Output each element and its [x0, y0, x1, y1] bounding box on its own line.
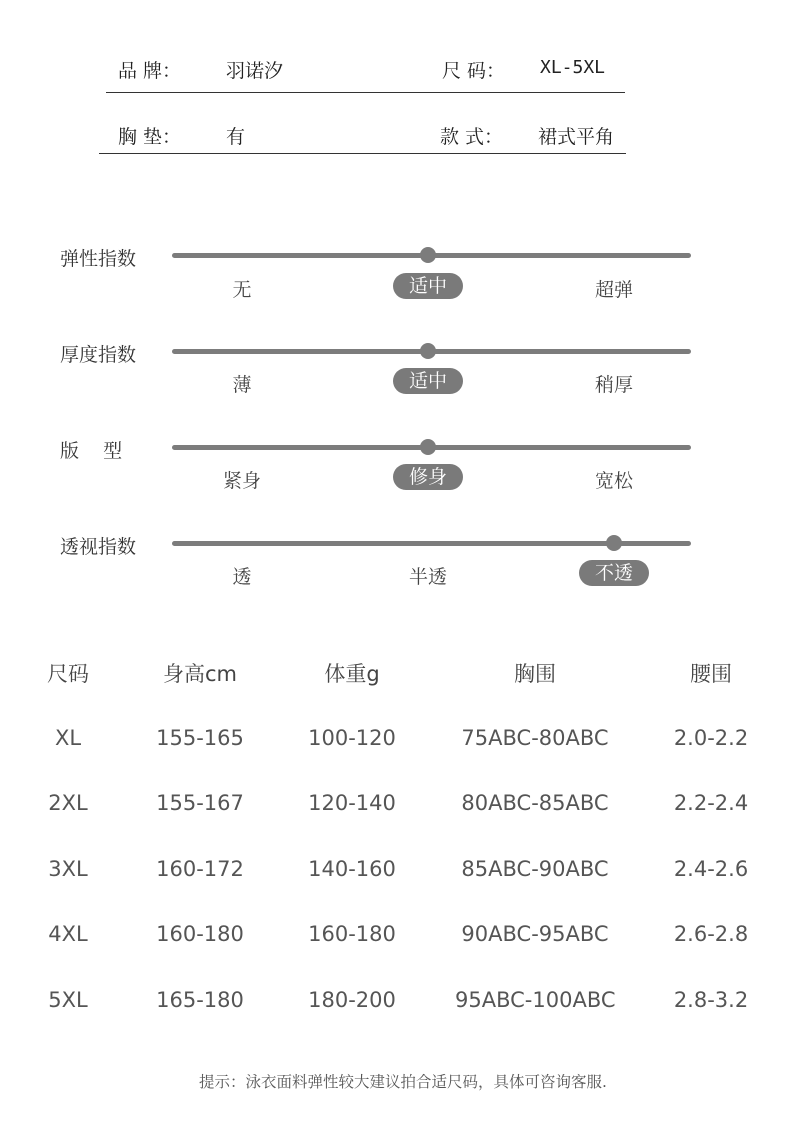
cell-bust: 80ABC-85ABC — [461, 791, 609, 815]
cell-size: 5XL — [48, 988, 88, 1012]
cell-waist: 2.4-2.6 — [673, 857, 749, 881]
index-knob — [606, 535, 622, 551]
cell-height: 160-172 — [156, 857, 244, 881]
index-option-selected: 不透 — [579, 560, 649, 586]
size-tip: 提示：泳衣面料弹性较大建议拍合适尺码，具体可咨询客服. — [199, 1073, 607, 1091]
index-knob — [420, 247, 436, 263]
index-knob — [420, 439, 436, 455]
cell-bust: 95ABC-100ABC — [455, 988, 616, 1012]
index-knob — [420, 343, 436, 359]
index-option: 宽松 — [594, 470, 633, 492]
cell-bust: 90ABC-95ABC — [461, 922, 609, 946]
cell-weight: 100-120 — [308, 726, 396, 750]
index-option: 透 — [232, 566, 252, 588]
index-option: 紧身 — [222, 470, 261, 492]
header-waist: 腰围 — [690, 662, 732, 686]
info-row-1 — [0, 56, 790, 82]
index-option-selected: 修身 — [393, 464, 463, 490]
cell-bust: 85ABC-90ABC — [461, 857, 609, 881]
brand-label: 品 牌： — [118, 60, 182, 82]
index-option-selected: 适中 — [393, 273, 463, 299]
cell-weight: 160-180 — [308, 922, 396, 946]
index-option: 超弹 — [594, 279, 633, 301]
divider — [106, 92, 625, 93]
divider — [99, 153, 626, 154]
header-bust: 胸围 — [514, 662, 556, 686]
header-size: 尺码 — [47, 662, 89, 686]
cell-weight: 180-200 — [308, 988, 396, 1012]
cell-size: 4XL — [48, 922, 88, 946]
cell-height: 165-180 — [156, 988, 244, 1012]
index-option-selected: 适中 — [393, 368, 463, 394]
cell-weight: 140-160 — [308, 857, 396, 881]
cell-bust: 75ABC-80ABC — [461, 726, 609, 750]
cell-height: 155-165 — [156, 726, 244, 750]
pad-value: 有 — [226, 126, 246, 148]
style-value: 裙式平角 — [538, 126, 615, 148]
index-option: 薄 — [232, 374, 252, 396]
pad-label: 胸 垫： — [118, 126, 182, 148]
index-option: 无 — [232, 279, 252, 301]
info-row-2 — [0, 122, 790, 148]
brand-value: 羽诺汐 — [226, 60, 284, 82]
cell-waist: 2.2-2.4 — [673, 791, 749, 815]
index-label: 厚度指数 — [60, 344, 137, 366]
cell-size: 3XL — [48, 857, 88, 881]
header-height: 身高cm — [162, 662, 237, 686]
index-label: 版 型 — [60, 440, 123, 462]
cell-weight: 120-140 — [308, 791, 396, 815]
cell-waist: 2.8-3.2 — [673, 988, 749, 1012]
index-label: 弹性指数 — [60, 248, 137, 270]
cell-height: 160-180 — [156, 922, 244, 946]
size-label: 尺 码： — [442, 60, 506, 82]
cell-waist: 2.0-2.2 — [673, 726, 749, 750]
index-option: 稍厚 — [594, 374, 633, 396]
index-label: 透视指数 — [60, 536, 137, 558]
cell-height: 155-167 — [156, 791, 244, 815]
cell-size: XL — [54, 726, 82, 750]
size-value: XL-5XL — [540, 57, 606, 78]
cell-size: 2XL — [48, 791, 88, 815]
style-label: 款 式： — [440, 126, 504, 148]
index-option: 半透 — [408, 566, 447, 588]
header-weight: 体重g — [324, 662, 380, 686]
cell-waist: 2.6-2.8 — [673, 922, 749, 946]
